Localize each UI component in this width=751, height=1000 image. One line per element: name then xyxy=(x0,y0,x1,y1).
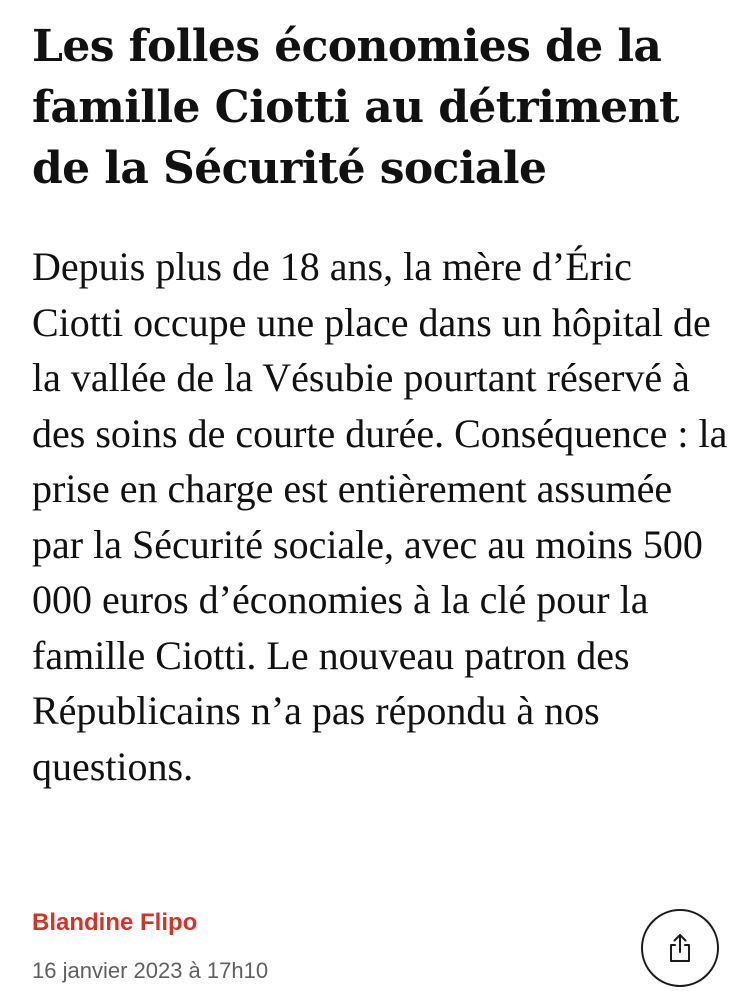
share-icon xyxy=(666,933,694,963)
publish-date: 16 janvier 2023 à 17h10 xyxy=(32,958,269,983)
article xyxy=(32,0,732,794)
article-headline: Les folles économies de la famille Ciotti au détriment de la Sécurité sociale xyxy=(32,21,679,194)
article-meta xyxy=(32,906,592,986)
article-lead: Depuis plus de 18 ans, la mère d’Éric Ciotti occupe une place dans un hôpital de la vallée de la Vésubie pourtant réservé à des soins de courte durée. Conséquence : la prise en charge est entièrement assumée par la Sécurité sociale, avec au moins 500 000 euros d’économies à la clé pour la famille Ciotti. Le nouveau patron des Républicains n’a pas répondu à nos questions. xyxy=(32,244,728,789)
share-button[interactable] xyxy=(641,909,719,987)
author-link[interactable]: Blandine Flipo xyxy=(32,909,198,936)
